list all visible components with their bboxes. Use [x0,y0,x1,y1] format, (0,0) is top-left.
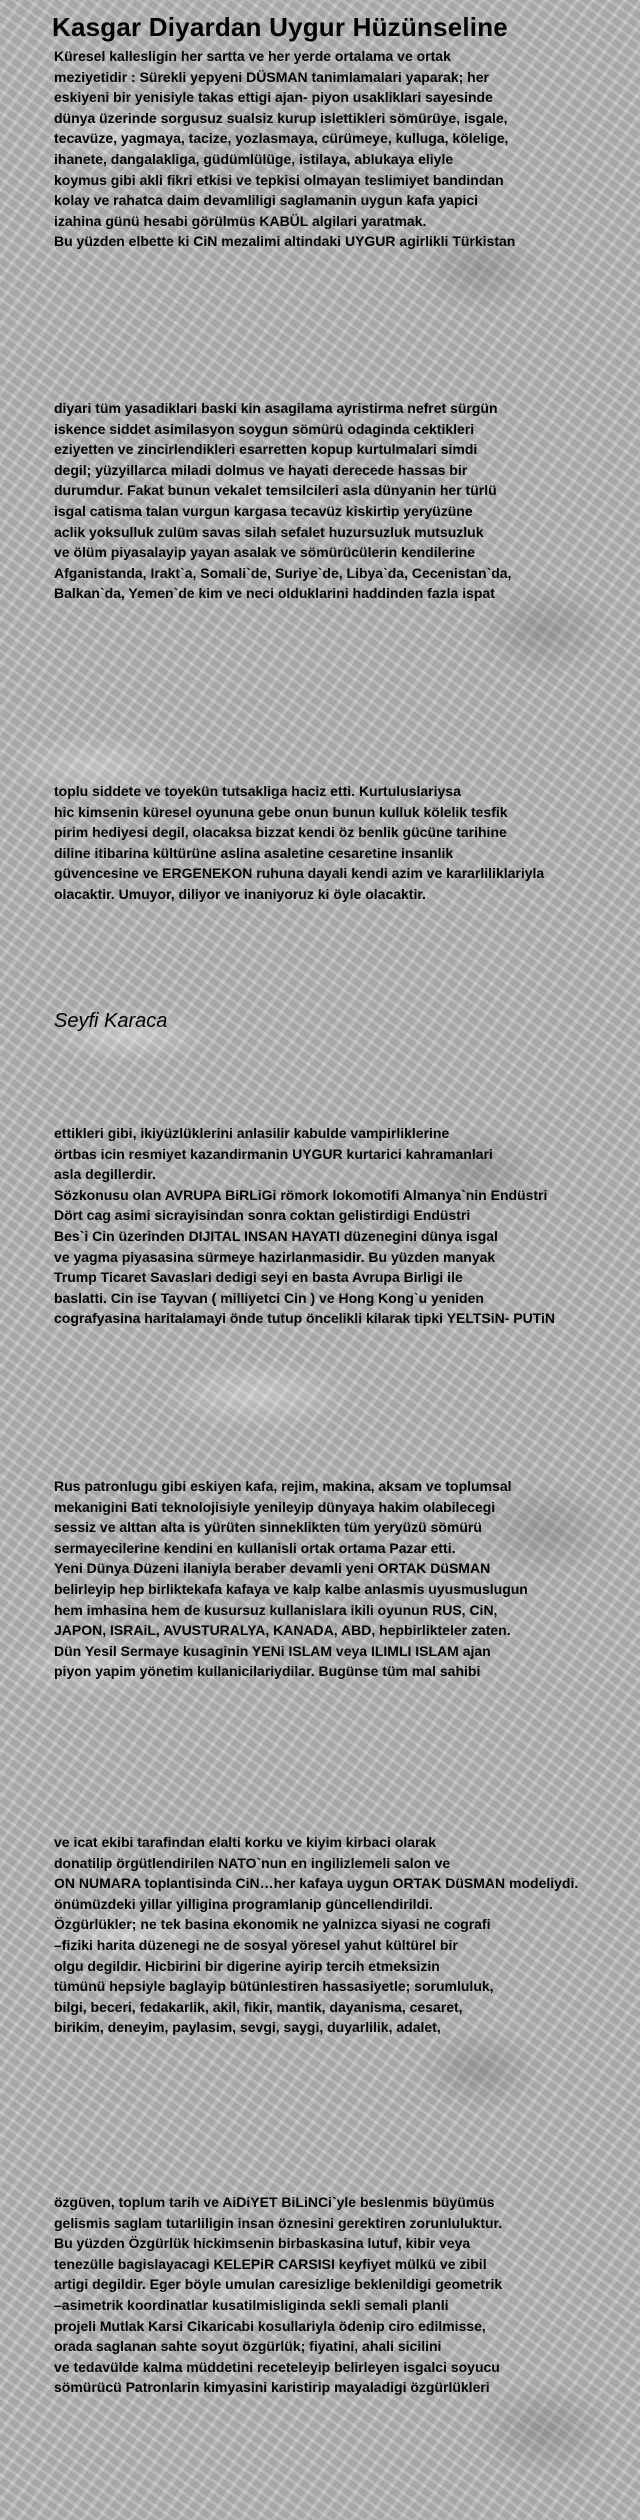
text-block-3 [54,781,640,905]
text-line: sömürücü Patronlarin kimyasini karistirip mayaladigi özgürlükleri [54,2379,490,2396]
text-line: izahina günü hesabi görülmüs KABÜL algilari yaratmak. [54,212,427,229]
text-line: Dün Yesil Sermaye kusaginin YENi ISLAM veya ILIMLI ISLAM ajan [54,1642,491,1659]
text-line: eskiyeni bir yenisiyle takas ettigi ajan- piyon usakliklari sayesinde [54,89,493,106]
text-line: Rus patronlugu gibi eskiyen kafa, rejim, makina, aksam ve toplumsal [54,1478,512,1494]
text-line: piyon yapim yönetim kullanicilariydilar. Bugünse tüm mal sahibi [54,1663,481,1680]
text-line: koymus gibi akli fikri etkisi ve tepkisi olmayan teslimiyet bandindan [54,171,504,188]
text-line: baslatti. Cin ise Tayvan ( milliyetci Cin ) ve Hong Kong`u yeniden [54,1289,484,1306]
text-line: Küresel kallesligin her sartta ve her yerde ortalama ve ortak [54,48,451,64]
text-line: durumdur. Fakat bunun vekalet temsilcileri asla dünyanin her türlü [54,482,497,499]
text-line: projeli Mutlak Karsi Cikaricabi kosullariyla ödenip ciro edilmisse, [54,2317,486,2334]
text-line: tecavüze, yagmaya, tacize, yozlasmaya, cürümeye, kulluga, kölelige, [54,130,509,147]
text-line: donatilip örgütlendirilen NATO`nun en ingilizlemeli salon ve [54,1854,451,1871]
text-block-5 [54,1476,640,1682]
text-line: degil; yüzyillarca miladi dolmus ve hayati derecede hassas bir [54,461,468,478]
text-line: –fiziki harita düzenegi ne de sosyal yöresel yahut kültürel bir [54,1936,458,1953]
text-line: isgal catisma talan vurgun kargasa tecavüz kiskirtip yeryüzüne [54,502,473,519]
text-block-6 [54,1832,640,2038]
text-line: Özgürlükler; ne tek basina ekonomik ne yalnizca siyasi ne cografi [54,1916,491,1933]
text-line: diline itibarina kültürüne aslina asaletine cesaretine insanlik [54,844,454,861]
text-line: bilgi, beceri, fedakarlik, akil, fikir, mantik, dayanisma, cesaret, [54,1998,463,2015]
text-line: olacaktir. Umuyor, diliyor ve inaniyoruz ki öyle olacaktir. [54,885,426,902]
text-line: mekanigini Bati teknolojisiyle yenileyip dünyaya hakim olabilecegi [54,1498,496,1515]
text-line: meziyetidir : Sürekli yepyeni DÜSMAN tanimlamalari yaparak; her [54,68,489,85]
text-line: aclik yoksulluk zulüm savas silah sefalet huzursuzluk mutsuzluk [54,523,484,540]
text-line: toplu siddete ve toyekün tutsakliga haciz etti. Kurtuluslariysa [54,783,461,799]
text-line: Dört cag asimi sicrayisindan sonra coktan gelistirdigi Endüstri [54,1207,471,1224]
text-line: belirleyip hep birliktekafa kafaya ve kalp kalbe anlasmis uyusmuslugun [54,1580,528,1597]
text-line: örtbas icin resmiyet kazandirmanin UYGUR kurtarici kahramanlari [54,1145,493,1162]
text-line: ON NUMARA toplantisinda CiN…her kafaya uygun ORTAK DüSMAN modeliydi. [54,1875,579,1892]
text-line: JAPON, ISRAiL, AVUSTURALYA, KANADA, ABD, hepbirlikteler zaten. [54,1622,511,1639]
text-line: artigi degildir. Eger böyle umulan caresizlige beklenildigi geometrik [54,2276,503,2293]
text-line: eziyetten ve zincirlendikleri esarretten kopup kurtulmalari simdi [54,441,478,458]
text-line: güvencesine ve ERGENEKON ruhuna dayali kendi azim ve kararliliklariyla [54,865,545,882]
text-line: Bes`i Cin üzerinden DIJITAL INSAN HAYATI düzenegini dünya isgal [54,1227,498,1244]
text-line: Bu yüzden elbette ki CiN mezalimi altindaki UYGUR agirlikli Türkistan [54,233,516,250]
text-line: ihanete, dangalakliga, güdümlülüge, istilaya, ablukaya eliyle [54,150,454,167]
text-line: Balkan`da, Yemen`de kim ve neci olduklarini haddinden fazla ispat [54,585,495,602]
text-line: kolay ve rahatca daim devamliligi saglamanin uygun kafa yapici [54,192,479,209]
text-line: iskence siddet asimilasyon soygun sömürü odaginda cektikleri [54,420,475,437]
text-line: olgu degildir. Hicbirini bir digerine ayirip tercih etmeksizin [54,1957,440,1974]
text-line: ve ölüm piyasalayip yayan asalak ve sömürücülerin kendilerine [54,544,475,561]
text-line: tümünü hepsiyle baglayip bütünlestiren hassasiyetle; sorumluluk, [54,1978,494,1995]
text-line: Bu yüzden Özgürlük hickimsenin birbaskasina lutuf, kibir veya [54,2235,471,2252]
text-line: hem imhasina hem de kusursuz kullanislara ikili oyunun RUS, CiN, [54,1601,498,1618]
text-line: Yeni Dünya Düzeni ilaniyla beraber devamli yeni ORTAK DüSMAN [54,1560,491,1577]
text-line: pirim hediyesi degil, olacaksa bizzat kendi öz benlik gücüne tarihine [54,824,507,841]
text-line: asla degillerdir. [54,1166,156,1183]
author-signature: Seyfi Karaca [54,1010,168,1032]
text-line: ve icat ekibi tarafindan elalti korku ve kiyim kirbaci olarak [54,1834,437,1850]
text-line: özgüven, toplum tarih ve AiDiYET BiLiNCi`yle beslenmis büyümüs [54,2194,495,2210]
text-block-4 [54,1123,640,1329]
text-line: ve yagma piyasasina sürmeye hazirlanmasidir. Bu yüzden manyak [54,1248,496,1265]
text-line: dünya üzerinde sorgusuz sualsiz kurup islettikleri sömürüye, isgale, [54,109,508,126]
text-line: ve tedavülde kalma müddetini receteleyip belirleyen isgalci soyucu [54,2358,500,2375]
text-line: önümüzdeki yillar yilligina programlanip güncellendirildi. [54,1895,433,1912]
text-line: tenezülle bagislayacagi KELEPiR CARSISI keyfiyet mülkü ve zibil [54,2255,487,2272]
text-line: gelismis saglam tutarliligin insan öznesini gerektiren zorunluluktur. [54,2214,503,2231]
text-block-1 [54,46,640,252]
text-block-2 [54,398,640,604]
text-line: –asimetrik koordinatlar kusatilmisliginda sekli semali planli [54,2296,449,2313]
text-line: Afganistanda, Irakt`a, Somali`de, Suriye`de, Libya`da, Cecenistan`da, [54,564,512,581]
text-line: hic kimsenin küresel oyununa gebe onun bunun kulluk kölelik tesfik [54,803,508,820]
text-line: diyari tüm yasadiklari baski kin asagilama ayristirma nefret sürgün [54,400,498,416]
text-line: sessiz ve alttan alta is yürüten sinneklikten tüm yeryüzü sömürü [54,1519,482,1536]
page-title: Kasgar Diyardan Uygur Hüzünseline [52,12,508,42]
text-line: sermayecilerine kendini en kullanisli ortak ortama Pazar etti. [54,1539,456,1556]
text-block-7 [54,2192,640,2398]
text-line: birikim, deneyim, paylasim, sevgi, saygi, duyarlilik, adalet, [54,2019,441,2036]
text-line: cografyasina haritalamayi önde tutup öncelikli kilarak tipki YELTSiN- PUTiN [54,1310,556,1327]
text-line: orada saglanan sahte soyut özgürlük; fiyatini, ahali sicilini [54,2338,442,2355]
text-line: Trump Ticaret Savaslari dedigi seyi en basta Avrupa Birligi ile [54,1269,463,1286]
text-line: ettikleri gibi, ikiyüzlüklerini anlasilir kabulde vampirliklerine [54,1125,450,1141]
text-line: Sözkonusu olan AVRUPA BiRLiGi römork lokomotifi Almanya`nin Endüstri [54,1186,548,1203]
